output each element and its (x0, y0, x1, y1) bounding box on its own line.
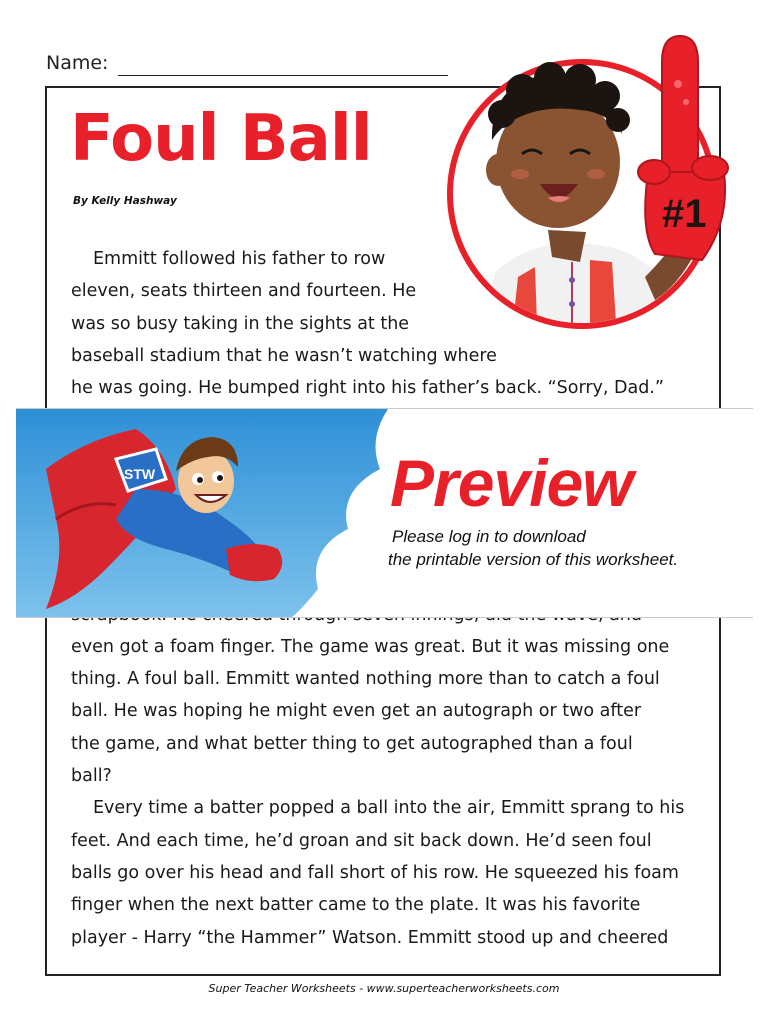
preview-banner (16, 408, 753, 618)
byline: By Kelly Hashway (73, 195, 177, 207)
story-title: Foul Ball (70, 102, 372, 176)
story-line: he was going. He bumped right into his father’s back. “Sorry, Dad.” (71, 378, 664, 398)
story-line: ball. He was hoping he might even get an autograph or two after (71, 701, 642, 721)
boy-illustration (440, 22, 740, 352)
foam-finger-number: #1 (662, 192, 707, 236)
name-blank-line (118, 75, 448, 76)
preview-message-line2: the printable version of this worksheet. (388, 550, 679, 569)
story-line: balls go over his head and fall short of his row. He squeezed his foam (71, 863, 679, 883)
story-line: was so busy taking in the sights at the (71, 314, 410, 334)
story-line: ball? (71, 766, 112, 786)
boy-with-foam-finger-image (440, 22, 740, 352)
superhero-sky-art (16, 409, 753, 617)
story-line: Every time a batter popped a ball into the air, Emmitt sprang to his (93, 798, 685, 818)
name-label: Name: (46, 52, 109, 74)
preview-message-line1: Please log in to download (392, 527, 586, 546)
story-line: baseball stadium that he wasn’t watching where (71, 346, 497, 366)
story-line: Emmitt followed his father to row (93, 249, 386, 269)
story-line: finger when the next batter came to the plate. It was his favorite (71, 895, 641, 915)
stw-badge-text: STW (124, 466, 156, 482)
story-line: the game, and what better thing to get autographed than a foul (71, 734, 633, 754)
story-line: eleven, seats thirteen and fourteen. He (71, 281, 417, 301)
preview-title: Preview (390, 446, 633, 520)
story-line: feet. And each time, he’d groan and sit back down. He’d seen foul (71, 831, 652, 851)
story-line: thing. A foul ball. Emmitt wanted nothing more than to catch a foul (71, 669, 660, 689)
story-line: player - Harry “the Hammer” Watson. Emmitt stood up and cheered (71, 928, 669, 948)
footer-credit: Super Teacher Worksheets - www.superteacherworksheets.com (208, 982, 560, 995)
preview-message (388, 525, 678, 571)
story-line: even got a foam finger. The game was great. But it was missing one (71, 637, 670, 657)
